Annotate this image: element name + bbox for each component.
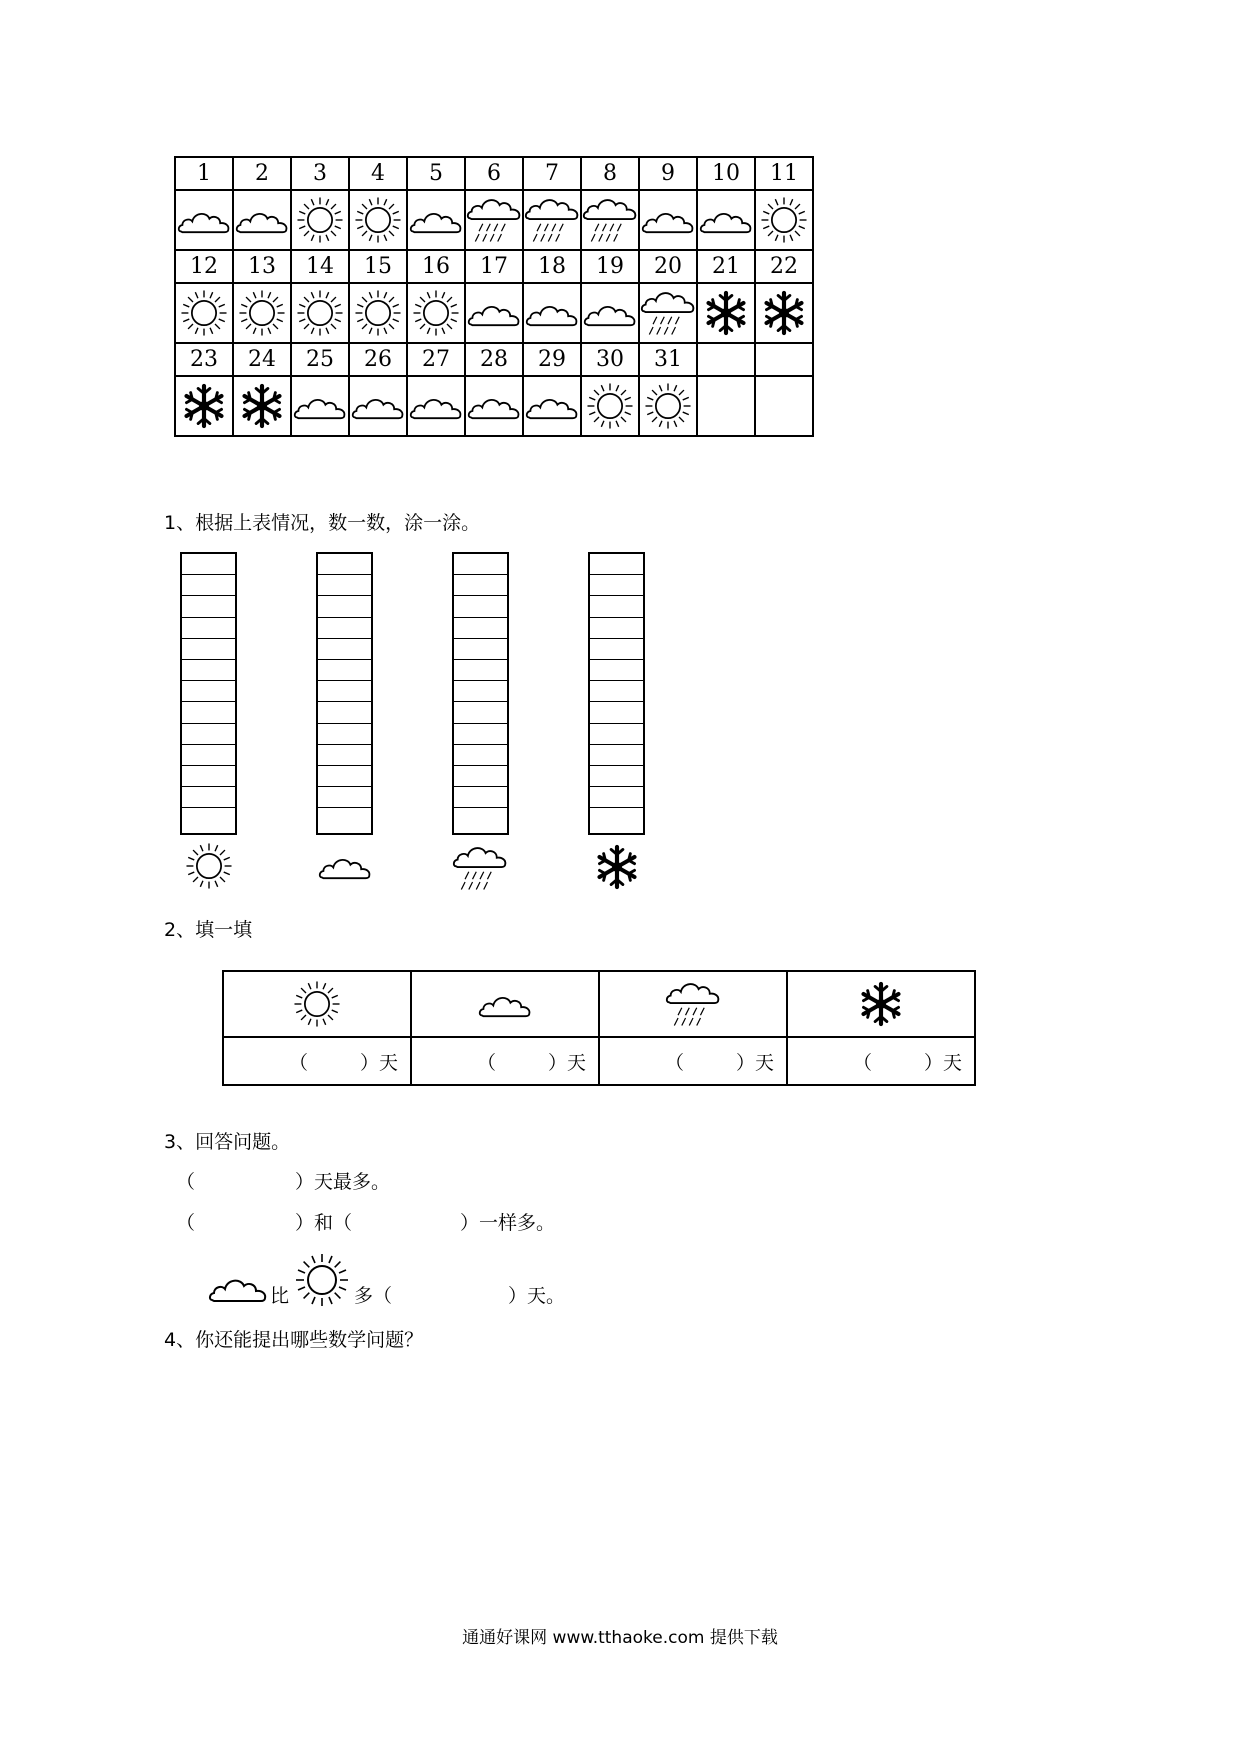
snow-icon (237, 381, 287, 431)
calendar-day-number: 25 (291, 343, 349, 376)
bar-cell[interactable] (182, 575, 235, 596)
calendar-weather-cell (581, 376, 639, 436)
calendar-weather-cell (581, 283, 639, 343)
calendar-weather-cell (639, 376, 697, 436)
calendar-weather-row (175, 190, 813, 250)
cloud-icon (699, 204, 753, 237)
rain-icon (665, 976, 721, 1032)
calendar-day-number: 22 (755, 250, 813, 283)
calendar-weather-cell (465, 376, 523, 436)
sun-icon (236, 287, 288, 339)
bar-cell[interactable] (454, 808, 507, 829)
bar-cell[interactable] (454, 660, 507, 681)
fill-answer-row (223, 1037, 975, 1085)
bar-cell[interactable] (318, 787, 371, 808)
calendar-day-number (697, 343, 755, 376)
calendar-weather-cell (523, 376, 581, 436)
sun-icon (758, 194, 810, 246)
answer-line-same: （ ）和（ ）一样多。 (176, 1212, 556, 1234)
cloud-icon (235, 204, 289, 237)
snow-icon (759, 288, 809, 338)
fill-answer-cell[interactable] (411, 1037, 599, 1085)
fill-icon-cell (411, 971, 599, 1037)
fill-answer-cell[interactable] (599, 1037, 787, 1085)
calendar-weather-row (175, 283, 813, 343)
cloud-icon (525, 297, 579, 330)
calendar-weather-cell (755, 190, 813, 250)
fill-icon-row (223, 971, 975, 1037)
open-paren: （ (476, 1051, 496, 1074)
bar-cell[interactable] (318, 702, 371, 723)
bar-cell[interactable] (318, 745, 371, 766)
cloud-icon (583, 297, 637, 330)
calendar-day-number: 29 (523, 343, 581, 376)
calendar-day-number: 1 (175, 157, 233, 190)
close-paren-day: ）天 (735, 1051, 774, 1074)
bar-cell[interactable] (454, 702, 507, 723)
snow-icon (592, 842, 642, 892)
snow-icon (179, 381, 229, 431)
bar-cell[interactable] (590, 575, 643, 596)
bar-cell[interactable] (454, 618, 507, 639)
bar-cell[interactable] (182, 596, 235, 617)
calendar-day-number: 26 (349, 343, 407, 376)
open-paren: （ (852, 1051, 872, 1074)
fill-answer-cell[interactable] (787, 1037, 975, 1085)
calendar-day-number: 15 (349, 250, 407, 283)
rain-icon (452, 840, 508, 896)
bar-cell[interactable] (318, 596, 371, 617)
footer-credit: 通通好课网 www.tthaoke.com 提供下载 (462, 1628, 778, 1648)
calendar-day-number: 6 (465, 157, 523, 190)
bar-cell[interactable] (318, 766, 371, 787)
bar-column[interactable] (180, 552, 237, 835)
cloud-icon (409, 390, 463, 423)
close-paren-day: ）天 (359, 1051, 398, 1074)
cloud-icon (177, 204, 231, 237)
question-3: 3、回答问题。 (164, 1131, 291, 1153)
open-paren: （ (664, 1051, 684, 1074)
bar-cell[interactable] (454, 787, 507, 808)
bar-cell[interactable] (590, 808, 643, 829)
bar-cell[interactable] (182, 702, 235, 723)
question-2: 2、填一填 (164, 919, 253, 941)
calendar-weather-cell (175, 283, 233, 343)
calendar-day-number: 19 (581, 250, 639, 283)
calendar-day-number: 16 (407, 250, 465, 283)
open-paren: （ (288, 1051, 308, 1074)
calendar-weather-cell (581, 190, 639, 250)
bar-cell[interactable] (318, 618, 371, 639)
weather-calendar (174, 156, 814, 437)
bar-cell[interactable] (454, 724, 507, 745)
calendar-day-number: 24 (233, 343, 291, 376)
calendar-day-number: 2 (233, 157, 291, 190)
bar-cell[interactable] (590, 766, 643, 787)
bar-cell[interactable] (182, 766, 235, 787)
calendar-weather-cell (291, 190, 349, 250)
cloud-icon (208, 1270, 268, 1306)
bar-cell[interactable] (182, 808, 235, 829)
cloud-icon (467, 390, 521, 423)
fill-icon-cell (599, 971, 787, 1037)
calendar-day-number: 30 (581, 343, 639, 376)
calendar-weather-cell (349, 283, 407, 343)
sun-icon (291, 978, 343, 1030)
bar-cell[interactable] (590, 618, 643, 639)
bar-cell[interactable] (454, 766, 507, 787)
calendar-weather-cell (697, 190, 755, 250)
calendar-day-number: 18 (523, 250, 581, 283)
bar-cell[interactable] (182, 787, 235, 808)
bar-cell[interactable] (182, 745, 235, 766)
cloud-icon (525, 390, 579, 423)
cloud-icon (318, 850, 372, 883)
calendar-day-number: 20 (639, 250, 697, 283)
calendar-day-number: 11 (755, 157, 813, 190)
bar-cell[interactable] (182, 554, 235, 575)
calendar-weather-cell (697, 283, 755, 343)
calendar-weather-row (175, 376, 813, 436)
calendar-weather-cell (407, 283, 465, 343)
bar-cell[interactable] (590, 745, 643, 766)
bar-cell[interactable] (454, 745, 507, 766)
calendar-weather-cell (523, 190, 581, 250)
fill-table (222, 970, 976, 1086)
sun-icon (183, 840, 235, 892)
sun-icon (294, 287, 346, 339)
calendar-weather-cell (291, 283, 349, 343)
sun-icon (352, 194, 404, 246)
calendar-weather-cell (175, 190, 233, 250)
cloud-icon (467, 297, 521, 330)
bar-cell[interactable] (590, 702, 643, 723)
question-1: 1、根据上表情况，数一数，涂一涂。 (164, 512, 481, 534)
bar-cell[interactable] (590, 660, 643, 681)
calendar-weather-cell (233, 376, 291, 436)
cloud-icon (478, 988, 532, 1021)
rain-icon (582, 192, 638, 248)
calendar-weather-cell (639, 190, 697, 250)
fill-icon-cell (223, 971, 411, 1037)
snow-icon (701, 288, 751, 338)
rain-icon (524, 192, 580, 248)
calendar-weather-cell (465, 283, 523, 343)
calendar-day-number: 21 (697, 250, 755, 283)
calendar-weather-cell (233, 283, 291, 343)
calendar-weather-cell (291, 376, 349, 436)
calendar-day-number: 31 (639, 343, 697, 376)
sun-icon (352, 287, 404, 339)
calendar-weather-cell (465, 190, 523, 250)
calendar-day-number: 8 (581, 157, 639, 190)
calendar-day-row (175, 250, 813, 283)
bar-cell[interactable] (590, 681, 643, 702)
bar-cell[interactable] (590, 596, 643, 617)
bar-cell[interactable] (182, 639, 235, 660)
snow-icon (856, 979, 906, 1029)
bar-cell[interactable] (454, 596, 507, 617)
bar-cell[interactable] (318, 660, 371, 681)
bar-cell[interactable] (454, 575, 507, 596)
answer-line-most: （ ）天最多。 (176, 1171, 391, 1193)
bar-cell[interactable] (318, 808, 371, 829)
cloud-icon (351, 390, 405, 423)
calendar-weather-cell (639, 283, 697, 343)
close-paren-day: ）天 (923, 1051, 962, 1074)
bar-cell[interactable] (182, 618, 235, 639)
calendar-day-number: 13 (233, 250, 291, 283)
fill-answer-cell[interactable] (223, 1037, 411, 1085)
bar-cell[interactable] (318, 681, 371, 702)
bar-column[interactable] (452, 552, 509, 835)
bar-cell[interactable] (182, 724, 235, 745)
bar-cell[interactable] (182, 660, 235, 681)
calendar-weather-cell (407, 376, 465, 436)
bar-cell[interactable] (318, 554, 371, 575)
bar-cell[interactable] (318, 639, 371, 660)
calendar-day-row (175, 157, 813, 190)
bar-cell[interactable] (318, 724, 371, 745)
bar-cell[interactable] (454, 554, 507, 575)
calendar-day-number (755, 343, 813, 376)
calendar-day-number: 23 (175, 343, 233, 376)
calendar-day-number: 9 (639, 157, 697, 190)
calendar-day-number: 3 (291, 157, 349, 190)
rain-icon (640, 285, 696, 341)
cloud-icon (293, 390, 347, 423)
bar-cell[interactable] (454, 681, 507, 702)
calendar-day-number: 5 (407, 157, 465, 190)
calendar-day-number: 17 (465, 250, 523, 283)
bar-cell[interactable] (590, 787, 643, 808)
calendar-day-number: 12 (175, 250, 233, 283)
calendar-weather-cell (755, 376, 813, 436)
cloud-icon (409, 204, 463, 237)
calendar-day-number: 28 (465, 343, 523, 376)
calendar-weather-cell (175, 376, 233, 436)
close-paren-day: ）天 (547, 1051, 586, 1074)
calendar-day-number: 14 (291, 250, 349, 283)
bar-cell[interactable] (590, 554, 643, 575)
sun-icon (584, 380, 636, 432)
calendar-weather-cell (407, 190, 465, 250)
calendar-day-row (175, 343, 813, 376)
bar-cell[interactable] (454, 639, 507, 660)
bar-cell[interactable] (318, 575, 371, 596)
calendar-day-number: 10 (697, 157, 755, 190)
fill-icon-cell (787, 971, 975, 1037)
bar-cell[interactable] (590, 639, 643, 660)
sun-icon (410, 287, 462, 339)
calendar-weather-cell (697, 376, 755, 436)
bar-cell[interactable] (182, 681, 235, 702)
calendar-day-number: 4 (349, 157, 407, 190)
sun-icon (642, 380, 694, 432)
sun-icon (294, 194, 346, 246)
question-4: 4、你还能提出哪些数学问题？ (164, 1329, 424, 1351)
bar-column[interactable] (588, 552, 645, 835)
calendar-weather-cell (233, 190, 291, 250)
calendar-day-number: 27 (407, 343, 465, 376)
sun-icon (178, 287, 230, 339)
sun-icon (292, 1250, 352, 1310)
calendar-day-number: 7 (523, 157, 581, 190)
bar-column[interactable] (316, 552, 373, 835)
calendar-weather-cell (349, 190, 407, 250)
rain-icon (466, 192, 522, 248)
bar-cell[interactable] (590, 724, 643, 745)
calendar-weather-cell (523, 283, 581, 343)
calendar-weather-cell (755, 283, 813, 343)
cloud-icon (641, 204, 695, 237)
calendar-weather-cell (349, 376, 407, 436)
